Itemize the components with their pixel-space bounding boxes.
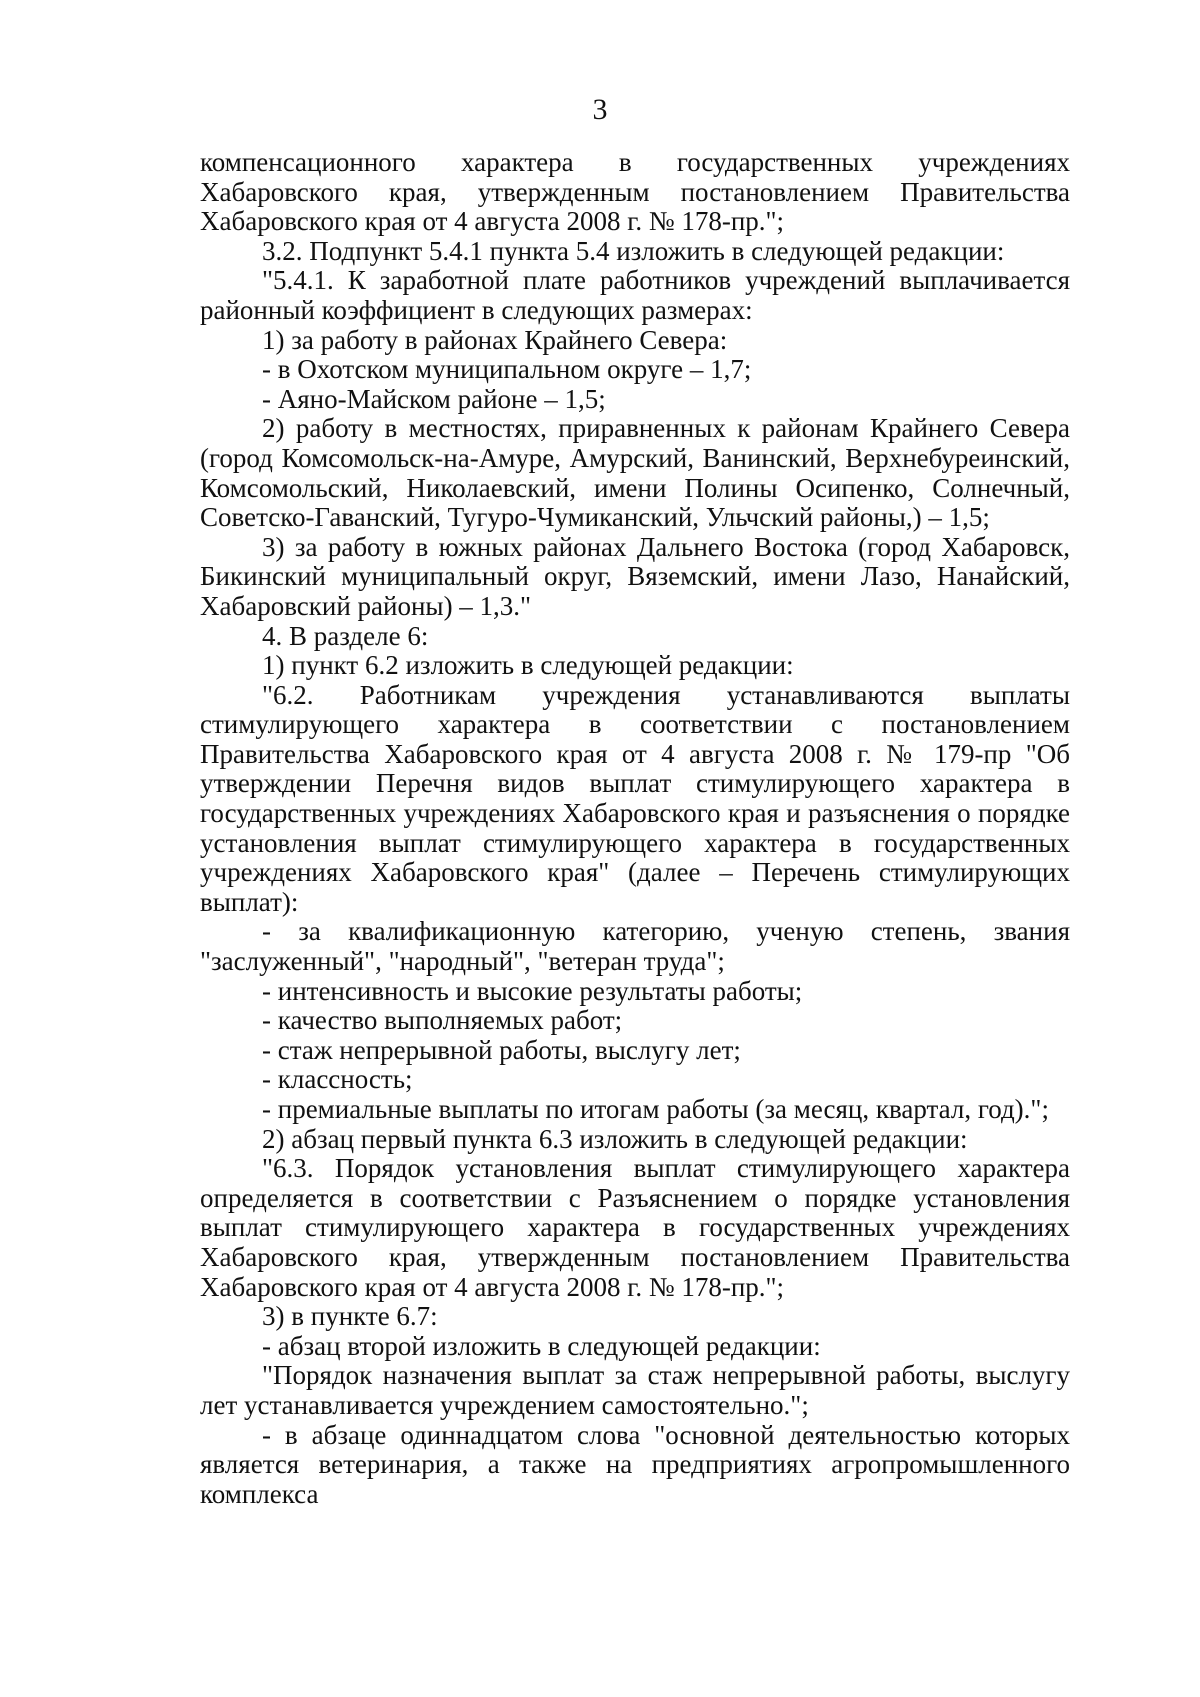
page-number: 3 bbox=[592, 93, 608, 126]
paragraph: 3) за работу в южных районах Дальнего Востока (город Хабаровск, Бикинский муниципальный округ, Вяземский, имени Лазо, Нанайский, Хабаровский районы) – 1,3." bbox=[200, 531, 1070, 621]
paragraph: "Порядок назначения выплат за стаж непрерывной работы, выслугу лет устанавливается учреждением самостоятельно."; bbox=[200, 1360, 1070, 1420]
paragraph: компенсационного характера в государственных учреждениях Хабаровского края, утвержденным постановлением Правительства Хабаровского края от 4 августа 2008 г. № 178-пр."; bbox=[200, 147, 1070, 237]
paragraph: 1) за работу в районах Крайнего Севера: bbox=[262, 324, 728, 355]
paragraph: - премиальные выплаты по итогам работы (за месяц, квартал, год)."; bbox=[262, 1094, 1049, 1124]
paragraph: 3) в пункте 6.7: bbox=[262, 1301, 438, 1332]
paragraph: "5.4.1. К заработной плате работников учреждений выплачивается районный коэффициент в следующих размерах: bbox=[200, 265, 1070, 325]
paragraph: "6.3. Порядок установления выплат стимулирующего характера определяется в соответствии с Разъяснением о порядке установления выплат стимулирующего характера в государственных учреждениях Хабаровского края, утвержденным постановлением Правительства Хабаровского края от 4 августа 2008 г. № 178-пр."; bbox=[200, 1153, 1070, 1302]
paragraph: - в абзаце одиннадцатом слова "основной деятельностью которых является ветеринария, а также на предприятиях агропромышленного комплекса bbox=[200, 1419, 1070, 1509]
paragraph: 3.2. Подпункт 5.4.1 пункта 5.4 изложить в следующей редакции: bbox=[262, 235, 1005, 266]
paragraph: 2) работу в местностях, приравненных к районам Крайнего Севера (город Комсомольск-на-Амуре, Амурский, Ванинский, Верхнебуреинский, Комсомольский, Николаевский, имени Полины Осипенко, Солнечный, Советско-Гаванский, Тугуро-Чумиканский, Ульчский районы,) – 1,5; bbox=[200, 413, 1070, 533]
paragraph: - абзац второй изложить в следующей редакции: bbox=[262, 1330, 821, 1361]
paragraph: - за квалификационную категорию, ученую степень, звания "заслуженный", "народный", "ветеран труда"; bbox=[200, 916, 1070, 977]
paragraph: - в Охотском муниципальном округе – 1,7; bbox=[262, 354, 752, 385]
paragraph: - классность; bbox=[262, 1064, 413, 1095]
paragraph: 1) пункт 6.2 изложить в следующей редакции: bbox=[262, 650, 794, 681]
paragraph: 4. В разделе 6: bbox=[262, 620, 429, 651]
paragraph: - стаж непрерывной работы, выслугу лет; bbox=[262, 1034, 741, 1065]
paragraph: - качество выполняемых работ; bbox=[262, 1005, 623, 1036]
paragraph: 2) абзац первый пункта 6.3 изложить в следующей редакции: bbox=[262, 1123, 968, 1154]
paragraph: - Аяно-Майском районе – 1,5; bbox=[262, 383, 606, 414]
paragraph: "6.2. Работникам учреждения устанавливаются выплаты стимулирующего характера в соответствии с постановлением Правительства Хабаровского края от 4 августа 2008 г. № 179-пр "Об утверждении Перечня видов выплат стимулирующего характера в государственных учреждениях Хабаровского края и разъяснения о порядке установления выплат стимулирующего характера в государственных учреждениях Хабаровского края" (далее – Перечень стимулирующих выплат): bbox=[200, 679, 1070, 917]
document-body bbox=[200, 148, 1070, 1509]
paragraph: - интенсивность и высокие результаты работы; bbox=[262, 975, 803, 1006]
